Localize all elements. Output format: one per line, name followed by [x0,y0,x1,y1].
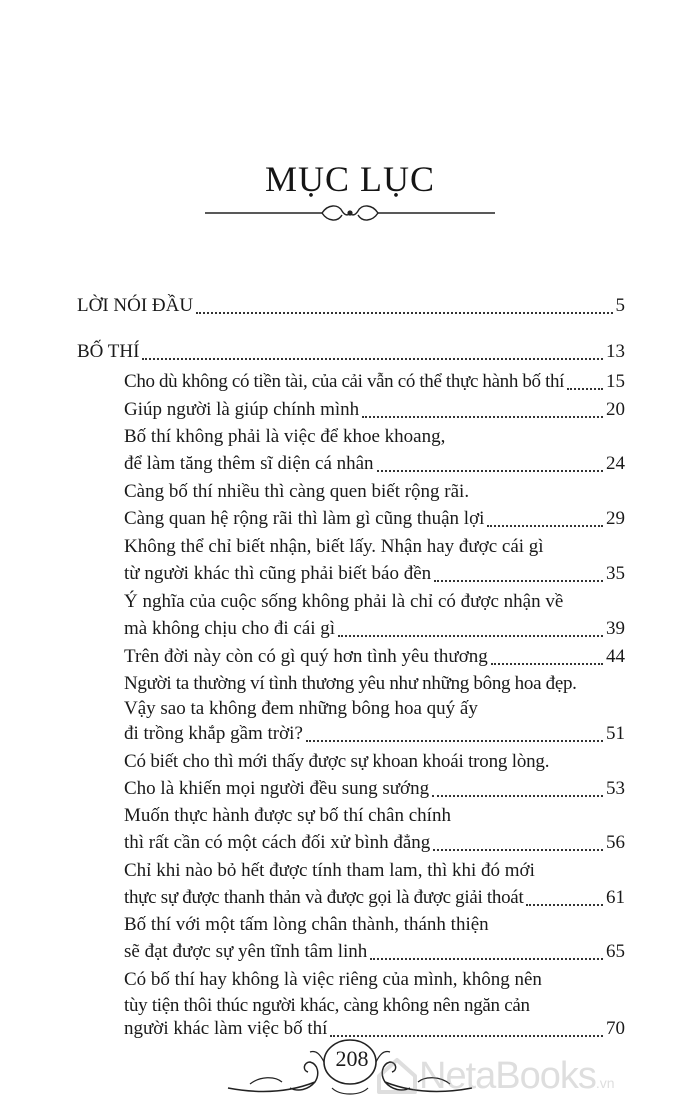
toc-page-number: 39 [606,618,625,639]
toc-leader-dots [370,957,603,960]
toc-entry-text: Giúp người là giúp chính mình [124,399,360,420]
toc-entry[interactable] [124,776,625,802]
toc-entry-text: Cho dù không có tiền tài, của cải vẫn có thể thực hành bố thí [124,371,565,392]
toc-leader-dots [338,634,603,637]
toc-entry [124,967,625,993]
toc-entry [124,671,625,697]
toc-entry-text: Ý nghĩa của cuộc sống không phải là chỉ có được nhận về [124,591,564,612]
toc-entry[interactable] [124,561,625,587]
toc-entry-text: BỐ THÍ [77,341,140,362]
toc-page-number: 44 [606,646,625,667]
toc-entry[interactable] [124,885,625,911]
toc-page-number: 5 [615,295,625,316]
toc-entry-text: sẽ đạt được sự yên tĩnh tâm linh [124,941,368,962]
toc-entry-text: Càng bố thí nhiều thì càng quen biết rộng rãi. [124,481,470,502]
toc-entry-text: Bố thí với một tấm lòng chân thành, thánh thiện [124,914,489,935]
toc-page-number: 29 [606,508,625,529]
toc-leader-dots [434,579,603,582]
toc-page-number: 24 [606,453,625,474]
toc-entry [124,912,625,938]
toc-entry [124,424,625,450]
toc-page-number: 13 [606,341,625,362]
toc-entry-text: Càng quan hệ rộng rãi thì làm gì cũng thuận lợi [124,508,485,529]
toc-leader-dots [526,903,603,906]
toc-entry[interactable] [124,721,625,747]
toc-leader-dots [196,311,612,314]
toc-leader-dots [487,524,603,527]
toc-entry [124,479,625,505]
toc-entry-text: thì rất cần có một cách đối xử bình đẳng [124,832,431,853]
toc-leader-dots [567,387,603,390]
toc-entry [124,749,625,775]
toc-leader-dots [491,662,603,665]
toc-entry-text: Bố thí không phải là việc để khoe khoang, [124,426,446,447]
toc-page-number: 70 [606,1018,625,1039]
toc-entry-text: Có biết cho thì mới thấy được sự khoan khoái trong lòng. [124,751,550,772]
toc-leader-dots [306,739,603,742]
toc-entry-text: tùy tiện thôi thúc người khác, càng không nên ngăn cản [124,995,530,1016]
toc-leader-dots [362,415,603,418]
watermark-suffix: .vn [595,1075,615,1091]
toc-entry-text: Không thể chỉ biết nhận, biết lấy. Nhận hay được cái gì [124,536,544,557]
toc-entry[interactable] [124,939,625,965]
toc-entry-text: Cho là khiến mọi người đều sung sướng [124,778,430,799]
toc-entry-text: Muốn thực hành được sự bố thí chân chính [124,805,451,826]
toc-entry-text: người khác làm việc bố thí [124,1018,328,1039]
toc-page-number: 35 [606,563,625,584]
toc-page-number: 15 [606,371,625,392]
toc-page-number: 20 [606,399,625,420]
toc-entry-text: Người ta thường ví tình thương yêu như những bông hoa đẹp. [124,673,577,694]
toc-entry[interactable] [124,397,625,423]
toc-entry [124,589,625,615]
toc-entry-text: mà không chịu cho đi cái gì [124,618,336,639]
toc-page-number: 56 [606,832,625,853]
toc-page-number: 65 [606,941,625,962]
toc-page-number: 53 [606,778,625,799]
toc-entry[interactable] [124,451,625,477]
toc-entry-text: từ người khác thì cũng phải biết báo đền [124,563,432,584]
toc-entry [124,803,625,829]
toc-entry-text: Có bố thí hay không là việc riêng của mình, không nên [124,969,542,990]
toc-entry-loi-noi-dau[interactable] [77,293,625,319]
watermark-name: NetaBooks [419,1054,596,1097]
toc-leader-dots [433,848,603,851]
toc-entry [124,858,625,884]
page-number: 208 [335,1046,369,1071]
toc-entry [124,696,625,722]
toc-entry[interactable] [124,644,625,670]
toc-entry-text: Trên đời này còn có gì quý hơn tình yêu thương [124,646,488,667]
toc-entry[interactable] [124,830,625,856]
toc-leader-dots [377,469,603,472]
toc-leader-dots [432,794,603,797]
toc-entry[interactable] [124,616,625,642]
toc-entry-text: thực sự được thanh thản và được gọi là được giải thoát [124,887,524,908]
toc-entry-text: Chỉ khi nào bỏ hết được tính tham lam, thì khi đó mới [124,860,535,881]
toc-leader-dots [142,357,603,360]
toc-entry[interactable] [124,506,625,532]
toc-entry-text: để làm tăng thêm sĩ diện cá nhân [124,453,374,474]
toc-entry-text: Vậy sao ta không đem những bông hoa quý ấy [124,698,478,719]
toc-page-number: 61 [606,887,625,908]
netabooks-watermark [375,1052,695,1100]
toc-entry-text: đi trồng khắp gầm trời? [124,723,303,744]
toc-entry-bo-thi[interactable] [77,339,625,365]
page-title: MỤC LỤC [264,159,436,199]
house-logo-icon [375,1056,419,1096]
toc-entry[interactable] [124,369,625,395]
toc-page-number: 51 [606,723,625,744]
toc-entry [124,534,625,560]
toc-entry-text: LỜI NÓI ĐẦU [77,295,194,316]
